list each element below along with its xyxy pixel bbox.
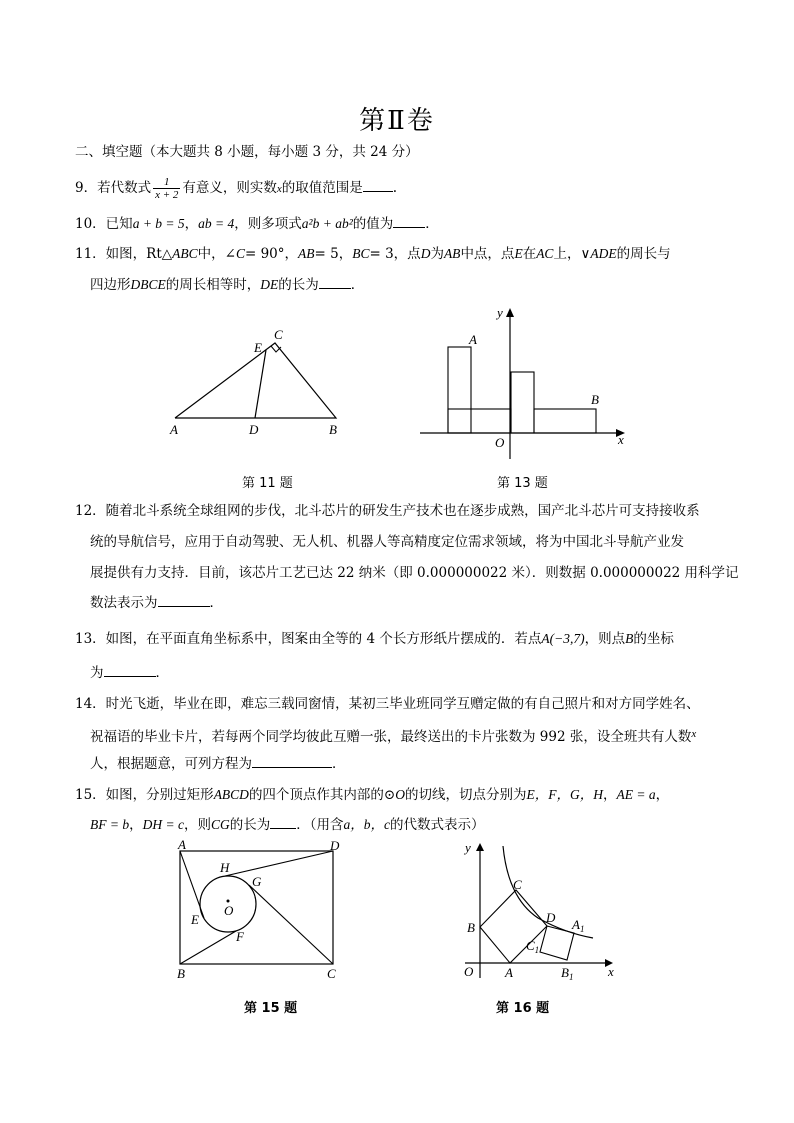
label-A: A [178,838,186,852]
label-A: A [469,332,477,347]
q9-mid: 有意义，则实数 [182,180,277,196]
q11-l2-t1: 四边形 [90,277,131,293]
label-D: D [546,910,556,925]
tangent-ae [180,851,204,918]
question-14-line-3 [90,755,346,773]
q13-line2-text: 为 [90,665,104,681]
figure-16-caption: 第 16 题 [496,1001,550,1016]
q9-fraction [153,176,180,201]
label-y: y [497,305,503,320]
label-O: O [495,435,505,450]
q11-abc: ABC [172,246,198,261]
q11-t8: 上，∨ [553,246,591,262]
q10-expr2: ab = 4 [198,216,235,231]
answer-blank[interactable] [252,755,332,768]
label-O: O [464,964,474,979]
q13-text: 13．如图，在平面直角坐标系中，图案由全等的 4 个长方形纸片摆成的．若点 [75,631,542,647]
answer-blank[interactable] [363,179,393,192]
q11-ab2: AB [443,246,461,261]
q15-text-g: 的长为 [229,817,271,833]
label-A1-main: A [572,917,580,932]
page-title: 第Ⅱ卷 [359,106,435,136]
question-15-line-2 [90,816,484,834]
q11-c: C [235,246,245,261]
answer-blank[interactable] [270,816,296,829]
question-12-line-1: 12．随着北斗系统全球组网的步伐，北斗芯片的研发生产技术也在逐步成熟，国产北斗芯片可支持接收系 [75,503,700,519]
question-11-line-1 [75,245,671,263]
label-D: D [330,838,340,853]
question-11-line-2 [90,276,364,294]
label-C1 [526,938,539,955]
q10-end: 的值为 [352,216,394,232]
rect-low-right [534,409,596,433]
q15-text-c: 的切线，切点分别为 [405,787,527,803]
question-13-line-2 [90,664,169,682]
q10-mid: ，则多项式 [234,216,302,232]
q15-o: O [395,787,405,802]
q11-l2-t2: 的周长相等时， [165,277,261,293]
label-B1 [561,965,573,982]
label-A: A [505,965,513,980]
q15-text-a: 15．如图，分别过矩形 [75,787,214,803]
answer-blank[interactable] [158,594,210,607]
label-C: C [327,966,336,981]
question-13-line-1 [75,630,674,648]
q15-text-e: ， [655,787,670,803]
q11-t4: = 3，点 [369,246,421,262]
q11-de: DE [260,277,279,292]
label-G: G [252,874,262,889]
q13-b: B [625,631,634,646]
q11-ac: AC [536,246,554,261]
label-B: B [329,422,337,437]
q15-ae: AE = a [616,787,656,802]
question-10 [75,215,439,233]
q14-line3-text: 人，根据题意，可列方程为 [90,756,252,772]
label-C1-main: C [526,938,535,953]
figure-16-hyperbola [460,838,625,986]
q12-tail: ． [209,595,223,611]
label-O: O [224,903,234,918]
q15-sep: ， [129,817,143,833]
q11-t1: 中，∠ [197,246,236,262]
figure-13-caption: 第 13 题 [497,476,548,491]
question-12-line-3: 展提供有力支持．目前，该芯片工艺已达 22 纳米（即 0.000000022 米）．则数据 0.000000022 用科学记 [90,565,739,581]
label-B1-sub: 1 [568,972,574,982]
label-E: E [254,340,262,355]
q11-t6: 中点，点 [460,246,515,262]
q10-expr3: a²b + ab² [301,216,353,231]
label-C1-sub: 1 [534,945,540,955]
label-H: H [220,860,230,875]
q15-text-h: ．（用含 [296,817,344,833]
q13-text-b: ，则点 [584,631,626,647]
q15-dh: DH = c [142,817,184,832]
q11-t9: 的周长与 [616,246,671,262]
y-axis-arrow [506,308,514,317]
q9-frac-den: x + 2 [155,189,179,201]
label-B: B [177,966,185,981]
q15-text-i: 的代数式表示） [389,817,485,833]
tangent-cg [249,885,333,964]
q12-line4-text: 数法表示为 [90,595,158,611]
figure-15-rectangle-circle [170,838,355,986]
q11-t2: = 90°， [244,246,299,262]
rectangle-abcd [180,851,333,964]
label-A1-sub: 1 [579,924,585,934]
rect-low-left [448,409,511,433]
y-axis-arrow [476,843,484,851]
q11-t7: 在 [522,246,537,262]
q15-text-f: ，则 [183,817,211,833]
q11-dbce: DBCE [130,277,166,292]
q9-tail: . [392,180,398,196]
q11-tail: ． [350,277,365,293]
question-15-line-1 [75,786,669,804]
label-C: C [274,327,283,342]
question-14-line-1: 14．时光飞逝，毕业在即，难忘三载同窗情，某初三毕业班同学互赠定做的有自己照片和对方同学姓名、 [75,696,700,712]
q15-text-b: 的四个顶点作其内部的⊙ [248,787,396,803]
label-A1 [571,917,584,934]
label-y: y [465,840,471,855]
question-12-line-4 [90,594,223,612]
label-E: E [191,912,199,927]
label-A: A [170,422,178,437]
tangent-bf [180,931,236,964]
q14-line2-text: 祝福语的毕业卡片，若每两个同学均彼此互赠一张，最终送出的卡片张数为 992 张，设全班共有人数 [90,729,692,745]
q10-expr1: a + b = 5 [132,216,185,231]
label-B1-main: B [561,965,569,980]
section-heading: 二、填空题（本大题共 8 小题，每小题 3 分，共 24 分） [75,144,419,160]
q13-tail: ． [155,665,169,681]
label-F: F [236,929,244,944]
q11-e: E [514,246,523,261]
answer-blank[interactable] [319,276,351,289]
label-x: x [618,432,624,447]
q11-d: D [420,246,431,261]
question-14-line-2 [90,725,696,746]
q13-text-c: 的坐标 [633,631,674,647]
q9-var: x [276,183,282,195]
figure-15-caption: 第 15 题 [244,1001,298,1016]
label-B: B [591,392,599,407]
rect-tall-right [511,372,534,433]
right-angle-mark [271,346,281,352]
label-x: x [608,964,614,979]
label-B: B [467,920,475,935]
figure-11-triangle [160,325,350,440]
q15-bf: BF = b [90,817,130,832]
q10-sep: ， [184,216,199,232]
q14-var: x [691,728,697,740]
q11-ade: ADE [590,246,617,261]
q11-text: 11．如图，Rt△ [75,246,173,262]
q11-t5: 为 [430,246,444,262]
question-9 [75,176,397,201]
q11-ab: AB [298,246,315,261]
q15-points: E，F，G，H [526,787,603,802]
label-C: C [513,877,522,892]
q9-frac-num: 1 [153,176,180,189]
q15-vars: a，b，c [343,817,390,832]
q11-t3: = 5， [314,246,353,262]
q14-tail: ． [332,756,346,772]
q10-tail: ． [425,216,439,232]
rect-tall-left [448,347,471,433]
q15-text-d: ， [603,787,617,803]
q13-point: A(−3,7) [541,631,585,646]
q15-abcd: ABCD [213,787,249,802]
answer-blank[interactable] [104,664,156,677]
tangent-dh [225,851,333,876]
q15-cg: CG [210,817,230,832]
q10-text: 10．已知 [75,216,133,232]
square-a1b1c1d [540,926,574,960]
label-D: D [249,422,259,437]
q11-bc: BC [352,246,370,261]
figure-13-coordinate-plane [415,303,635,463]
q11-l2-t3: 的长为 [278,277,319,293]
figure-11-caption: 第 11 题 [242,476,293,491]
q9-text: 9．若代数式 [75,180,152,196]
answer-blank[interactable] [393,215,425,228]
q9-end: 的取值范围是 [281,180,363,196]
segment-de [255,350,266,418]
question-12-line-2: 统的导航信号，应用于自动驾驶、无人机、机器人等高精度定位需求领域，将为中国北斗导航产业发 [90,534,684,550]
